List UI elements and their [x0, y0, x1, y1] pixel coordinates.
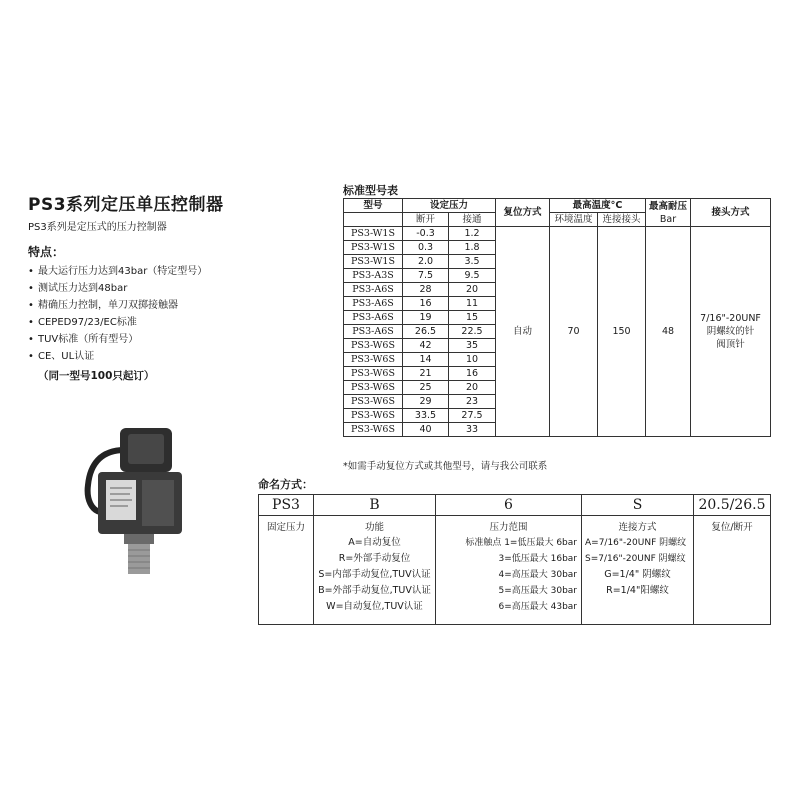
footnote: *如需手动复位方式或其他型号，请与我公司联系 — [343, 461, 548, 472]
desc-pressure-range: 压力范围 标准触点 1=低压最大 6bar 3=低压最大 16bar 4=高压最大 30bar 5=高压最大 30bar 6=高压最大 43bar — [436, 516, 582, 625]
feature-item: • 测试压力达到48bar — [28, 283, 128, 294]
standard-table-title: 标准型号表 — [343, 184, 398, 197]
cell-model: PS3-W6S — [344, 339, 403, 353]
function-option: W=自动复位,TUV认证 — [326, 601, 423, 612]
header-cut-out: 断开 — [403, 213, 449, 227]
cell-cut-out: 28 — [403, 283, 449, 297]
header-max-temp: 最高温度°C — [550, 199, 646, 213]
page-subtitle: PS3系列是定压式的压力控制器 — [28, 222, 167, 233]
function-option: B=外部手动复位,TUV认证 — [318, 585, 431, 596]
cell-cut-out: 2.0 — [403, 255, 449, 269]
cell-cut-out: 21 — [403, 367, 449, 381]
cell-cut-in: 10 — [449, 353, 496, 367]
cell-cut-in: 35 — [449, 339, 496, 353]
features-heading: 特点： — [28, 245, 65, 259]
cell-cut-in: 3.5 — [449, 255, 496, 269]
function-option: A=自动复位 — [348, 537, 401, 548]
cell-model: PS3-W1S — [344, 227, 403, 241]
pressure-option: 6=高压最大 43bar — [498, 602, 577, 612]
connection-line: 阴螺纹的针 — [706, 326, 755, 337]
cell-model: PS3-A6S — [344, 297, 403, 311]
page-title: PS3系列定压单压控制器 — [28, 195, 224, 215]
cell-cut-out: -0.3 — [403, 227, 449, 241]
cell-cut-in: 15 — [449, 311, 496, 325]
header-model: 型号 — [344, 199, 403, 213]
cell-cut-out: 14 — [403, 353, 449, 367]
desc-fixed-pressure: 固定压力 — [259, 516, 314, 625]
pressure-option: 标准触点 1=低压最大 6bar — [465, 538, 577, 548]
cell-cut-in: 1.8 — [449, 241, 496, 255]
cell-cut-in: 20 — [449, 381, 496, 395]
feature-item: • TUV标准（所有型号） — [28, 334, 139, 345]
pressure-switch-image — [70, 410, 250, 590]
cell-cut-out: 40 — [403, 423, 449, 437]
code-connection: S — [582, 495, 694, 516]
pressure-option: 3=低压最大 16bar — [498, 554, 577, 564]
cell-model: PS3-W6S — [344, 409, 403, 423]
cell-cut-in: 22.5 — [449, 325, 496, 339]
cell-model: PS3-A6S — [344, 311, 403, 325]
standard-model-table — [343, 198, 771, 437]
header-connector: 连接接头 — [598, 213, 646, 227]
cell-cut-in: 33 — [449, 423, 496, 437]
cell-cut-in: 9.5 — [449, 269, 496, 283]
cell-model: PS3-A3S — [344, 269, 403, 283]
cell-cut-out: 25 — [403, 381, 449, 395]
feature-item: • 精确压力控制，单刀双掷接触器 — [28, 300, 178, 311]
desc-connection: 连接方式 A=7/16"-20UNF 阴螺纹 S=7/16"-20UNF 阴螺纹 G=1/4" 阴螺纹 R=1/4"阳螺纹 — [582, 516, 694, 625]
cell-cut-in: 20 — [449, 283, 496, 297]
code-pressure-range: 6 — [436, 495, 582, 516]
connection-option: S=7/16"-20UNF 阴螺纹 — [585, 554, 686, 564]
connection-option: A=7/16"-20UNF 阴螺纹 — [585, 538, 687, 548]
cell-cut-in: 27.5 — [449, 409, 496, 423]
cell-model: PS3-A6S — [344, 283, 403, 297]
cell-cut-in: 1.2 — [449, 227, 496, 241]
connection-line: 7/16"-20UNF — [700, 313, 761, 324]
header-connection: 接头方式 — [691, 199, 771, 227]
cell-cut-out: 33.5 — [403, 409, 449, 423]
header-cut-in: 接通 — [449, 213, 496, 227]
naming-table — [258, 494, 771, 625]
min-order-note: （同一型号100只起订） — [38, 370, 155, 382]
cell-model: PS3-W6S — [344, 353, 403, 367]
cell-reset: 自动 — [496, 227, 550, 437]
cell-cut-in: 16 — [449, 367, 496, 381]
desc-reset-cut: 复位/断开 — [694, 516, 771, 625]
cell-cut-out: 7.5 — [403, 269, 449, 283]
function-option: S=内部手动复位,TUV认证 — [318, 569, 431, 580]
naming-title: 命名方式： — [258, 478, 313, 491]
pressure-option: 5=高压最大 30bar — [498, 586, 577, 596]
function-option: R=外部手动复位 — [338, 553, 411, 564]
feature-item: • CE、UL认证 — [28, 351, 95, 362]
feature-item: • CEPED97/23/EC标准 — [28, 317, 137, 328]
cell-model: PS3-W1S — [344, 255, 403, 269]
cell-model: PS3-W6S — [344, 381, 403, 395]
code-function: B — [314, 495, 436, 516]
cell-model: PS3-W6S — [344, 367, 403, 381]
code-series: PS3 — [259, 495, 314, 516]
cell-connection — [691, 227, 771, 437]
cell-model: PS3-W1S — [344, 241, 403, 255]
cell-cut-out: 26.5 — [403, 325, 449, 339]
cell-cut-out: 19 — [403, 311, 449, 325]
header-spacer — [344, 213, 403, 227]
cell-max-pressure: 48 — [646, 227, 691, 437]
feature-item: • 最大运行压力达到43bar（特定型号） — [28, 266, 208, 277]
pressure-option: 4=高压最大 30bar — [498, 570, 577, 580]
cell-cut-out: 0.3 — [403, 241, 449, 255]
header-ambient: 环境温度 — [550, 213, 598, 227]
cell-model: PS3-W6S — [344, 423, 403, 437]
connection-line: 阀顶针 — [716, 339, 745, 350]
cell-cut-in: 11 — [449, 297, 496, 311]
cell-ambient: 70 — [550, 227, 598, 437]
cell-connector: 150 — [598, 227, 646, 437]
cell-model: PS3-A6S — [344, 325, 403, 339]
cell-cut-out: 42 — [403, 339, 449, 353]
cell-model: PS3-W6S — [344, 395, 403, 409]
header-max-pressure: 最高耐压 Bar — [646, 199, 691, 227]
header-reset: 复位方式 — [496, 199, 550, 227]
features-list — [28, 263, 207, 365]
cell-cut-in: 23 — [449, 395, 496, 409]
cell-cut-out: 29 — [403, 395, 449, 409]
connection-option: G=1/4" 阴螺纹 — [604, 569, 671, 580]
code-reset-cut: 20.5/26.5 — [694, 495, 771, 516]
header-set-pressure: 设定压力 — [403, 199, 496, 213]
desc-function: 功能 A=自动复位 R=外部手动复位 S=内部手动复位,TUV认证 B=外部手动复位,TUV认证 W=自动复位,TUV认证 — [314, 516, 436, 625]
cell-cut-out: 16 — [403, 297, 449, 311]
table-row — [344, 227, 771, 241]
connection-option: R=1/4"阳螺纹 — [606, 585, 669, 596]
